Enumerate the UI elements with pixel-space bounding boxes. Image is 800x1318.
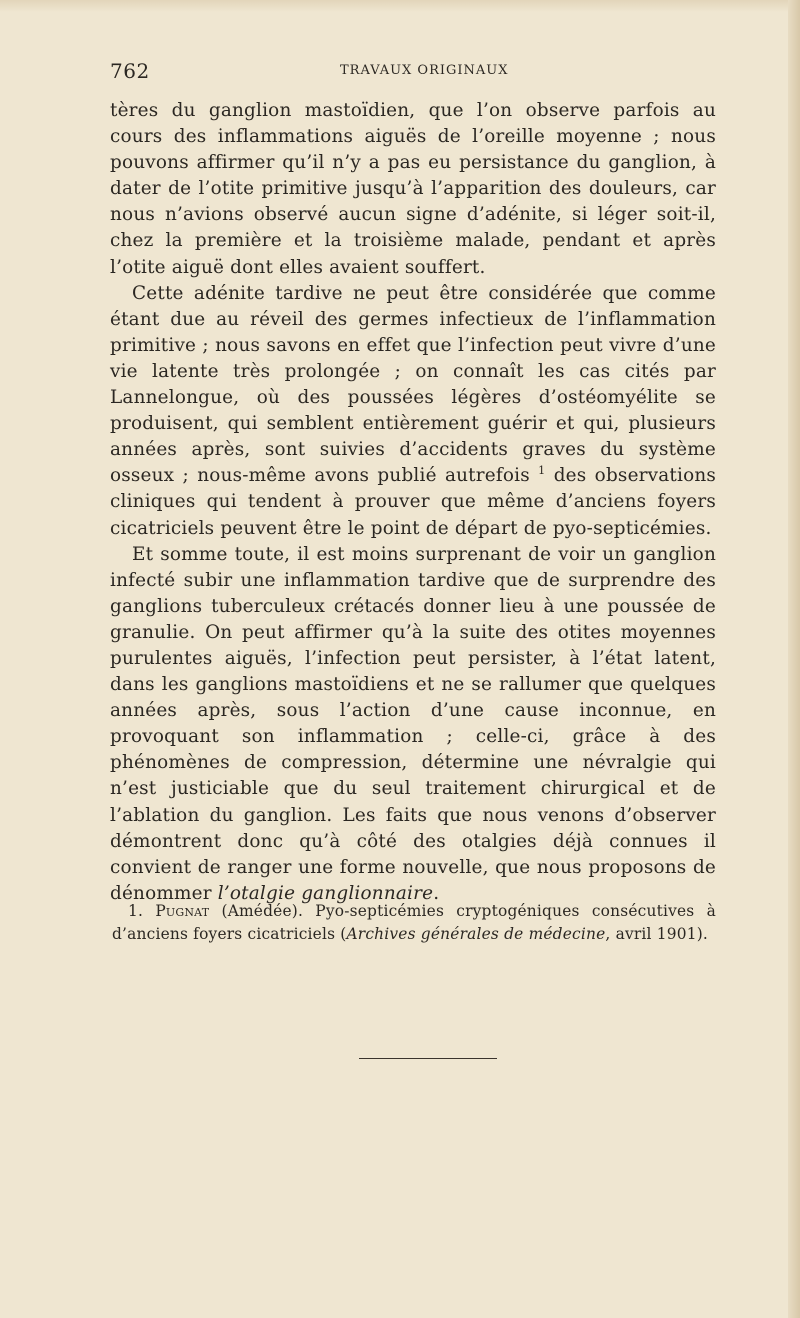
paragraph-3	[110, 542, 716, 907]
page-number: 762	[110, 59, 150, 83]
footnote-text-before: (Amédée). Pyo-septicémies cryptogéniques consécutives à d’anciens foyers cicatriciels (	[112, 902, 716, 943]
page-right-edge	[788, 0, 800, 1318]
italic-term: l’otalgie ganglionnaire	[217, 882, 434, 904]
footnote-journal: Archives générales de médecine	[346, 925, 606, 943]
footnote	[112, 900, 716, 946]
footnote-paragraph	[112, 900, 716, 946]
paragraph-3-text: Et somme toute, il est moins surprenant de voir un ganglion infecté subir une inflammation tardive que de surprendre des ganglions tuberculeux crétacés donner lieu à une poussée de granulie. On peut affirmer qu’à la suite des otites moyennes purulentes aiguës, l’infection peut persister, à l’état latent, dans les ganglions mastoïdiens et ne se rallumer que quelques années après, sous l’action d’une cause inconnue, en provoquant son inflammation ; celle-ci, grâce à des phénomènes de compression, détermine une névralgie qui n’est justiciable que du seul traitement chirurgical et de l’ablation du ganglion. Les faits que nous venons d’observer démontrent donc qu’à côté des otalgies déjà connues il convient de ranger une forme nouvelle, que nous proposons de dénommer	[110, 543, 716, 904]
paragraph-1	[110, 98, 716, 281]
paragraph-1-text: tères du ganglion mastoïdien, que l’on observe parfois au cours des inflammations aiguës de l’oreille moyenne ; nous pouvons affirmer qu’il n’y a pas eu persistance du ganglion, à dater de l’otite primitive jusqu’à l’apparition des douleurs, car nous n’avions observé aucun signe d’adénite, si léger soit-il, chez la première et la troisième malade, pendant et après l’otite aiguë dont elles avaient souffert.	[110, 100, 716, 278]
article-body	[110, 98, 716, 907]
page-top-shadow	[0, 0, 800, 12]
section-rule	[359, 1058, 497, 1059]
paragraph-2	[110, 281, 716, 542]
page-header	[110, 56, 710, 86]
footnote-text-after: , avril 1901).	[605, 925, 709, 943]
running-head: TRAVAUX ORIGINAUX	[340, 63, 509, 78]
paragraph-2-text-part-1: Cette adénite tardive ne peut être considérée que comme étant due au réveil des germes infectieux de l’inflammation primitive ; nous savons en effet que l’infection peut vivre d’une vie latente très prolongée ; on connaît les cas cités par Lannelongue, où des poussées légères d’ostéomyélite se produisent, qui semblent entièrement guérir et qui, plusieurs années après, sont suivies d’accidents graves du système osseux ; nous-même avons publié autrefois	[110, 282, 716, 487]
footnote-number: 1.	[128, 902, 144, 920]
final-period: .	[433, 882, 440, 904]
footnote-reference: 1	[538, 464, 546, 478]
paragraph-2-text-part-2: des observations cliniques qui tendent à prouver que même d’anciens foyers cicatriciels peuvent être le point de départ de pyo-septicémies.	[110, 465, 717, 539]
footnote-author: Pugnat	[155, 902, 210, 920]
